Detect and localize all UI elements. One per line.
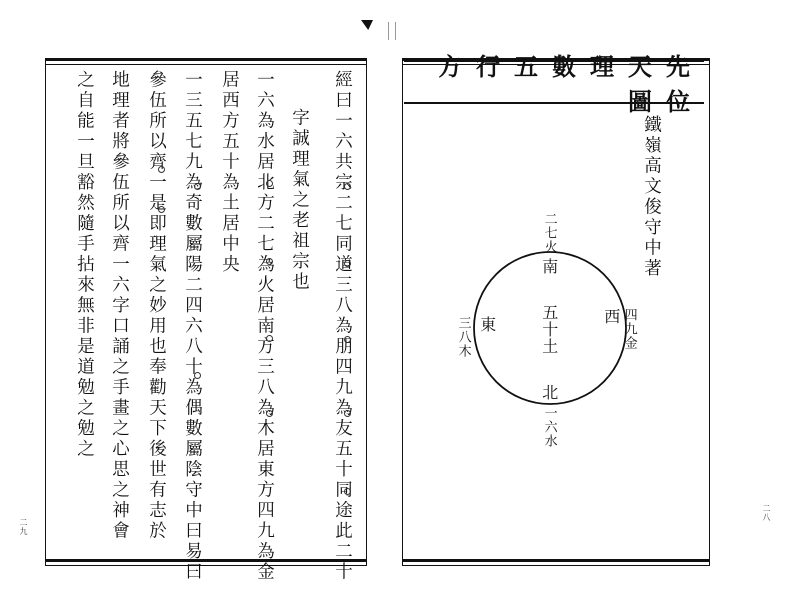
author-line: 鐵嶺高文俊守中著 [641, 115, 662, 279]
north-value: 一六水 [541, 406, 557, 448]
text-column-5: 一三五七九為奇數屬陽二四六八十為偶數屬陰守中曰易曰 [182, 70, 203, 583]
punctuation-mark [266, 410, 273, 417]
top-rule [46, 58, 366, 65]
punctuation-mark [194, 372, 201, 379]
punctuation-mark [344, 336, 351, 343]
page-number: 二九 [19, 518, 28, 536]
text-column-2: 字誠理氣之老祖宗也 [289, 108, 310, 293]
text-column-6: 參伍所以齊一是即理氣之妙用也奉勸天下後世有志於 [146, 70, 167, 542]
title-box [404, 52, 704, 116]
text-column-3: 一六為水居北方二七為火居南方三八為木居東方四九為金 [254, 70, 275, 583]
punctuation-mark [194, 183, 201, 190]
east-label: 東 [477, 316, 497, 333]
punctuation-mark [344, 183, 351, 190]
text-column-1: 經曰一六共宗二七同道三八為朋四九為友五十同途此二十 [332, 70, 353, 583]
west-label: 西 [601, 308, 621, 325]
south-value: 二七火 [541, 212, 557, 254]
punctuation-mark [344, 488, 351, 495]
page-edge-mark [388, 22, 396, 40]
north-label: 北 [539, 384, 559, 401]
south-label: 南 [539, 258, 559, 275]
text-column-8: 之自能一旦豁然隨手拈來無非是道勉之勉之 [74, 70, 95, 460]
punctuation-mark [158, 166, 165, 173]
punctuation-mark [158, 206, 165, 213]
text-column-4: 居西方五十為土居中央 [219, 70, 240, 275]
bottom-rule [403, 559, 709, 566]
right-page [380, 0, 793, 615]
text-column-7: 地理者將參伍所以齊一六字口誦之手畫之心思之神會 [109, 70, 130, 542]
punctuation-mark [344, 260, 351, 267]
bottom-rule [46, 559, 366, 566]
punctuation-mark [266, 180, 273, 187]
five-elements-diagram [452, 200, 652, 470]
east-value: 三八木 [455, 316, 471, 358]
page-number: 二八 [762, 504, 771, 522]
left-page [0, 0, 380, 615]
punctuation-mark [266, 335, 273, 342]
center-label: 五十土 [539, 304, 559, 355]
punctuation-mark [266, 258, 273, 265]
page-title: 先天理數五行方位圖 [438, 52, 704, 116]
west-value: 四九金 [621, 308, 637, 350]
punctuation-mark [344, 410, 351, 417]
